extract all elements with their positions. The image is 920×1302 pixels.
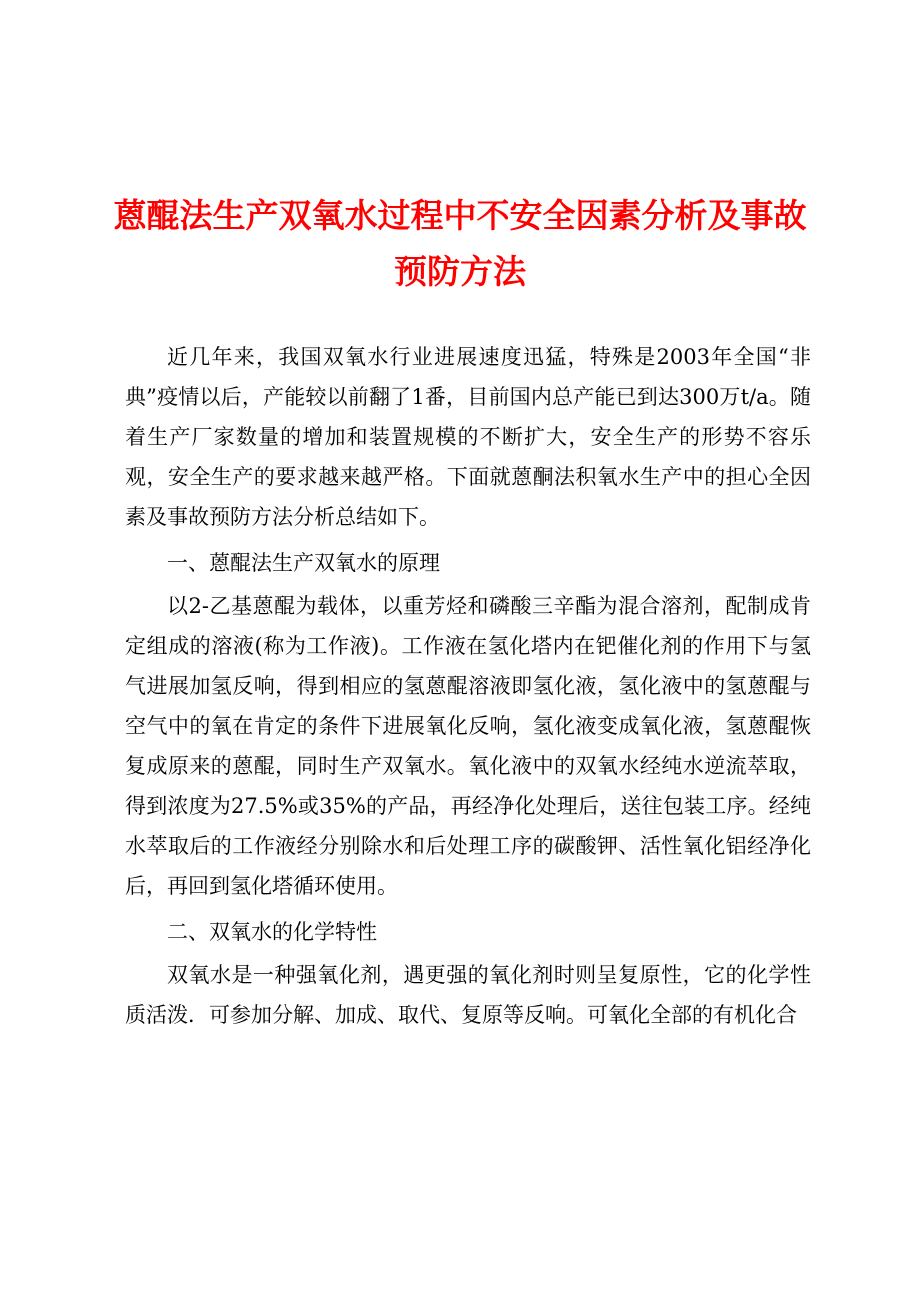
section-heading-principle: 一、蒽醌法生产双氧水的原理 xyxy=(167,551,440,575)
principle-paragraph: 以2-乙基蒽醌为载体，以重芳烃和磷酸三辛酯为混合溶剂，配制成肯定组成的溶液(称为工作液)。工作液在氢化塔内在钯催化剂的作用下与氢气进展加氢反响，得到相应的氢蒽醌溶液即氢化液，氢化液中的氢蒽醌与空气中的氧在肯定的条件下进展氧化反响，氢化液变成氧化液，氢蒽醌恢复成原来的蒽醌，同时生产双氧水。氧化液中的双氧水经纯水逆流萃取，得到浓度为27.5%或35%的产品，再经净化处理后，送往包装工序。经纯水萃取后的工作液经分别除水和后处理工序的碳酸钾、活性氧化铝经净化后，再回到氢化塔循环使用。 xyxy=(125,594,811,898)
document-body xyxy=(125,337,811,1038)
chemistry-paragraph: 双氧水是一种强氧化剂，遇更强的氧化剂时则呈复原性，它的化学性质活泼．可参加分解、加成、取代、复原等反响。可氧化全部的有机化合 xyxy=(125,963,811,1027)
document-title: 蒽醌法生产双氧水过程中不安全因素分析及事故预防方法 xyxy=(113,196,807,291)
section-heading-chemistry: 二、双氧水的化学特性 xyxy=(167,920,377,944)
intro-paragraph: 近几年来，我国双氧水行业进展速度迅猛，特殊是2003年全国“非典”疫情以后，产能较以前翻了1番，目前国内总产能已到达300万t/a。随着生产厂家数量的增加和装置规模的不断扩大，安全生产的形势不容乐观，安全生产的要求越来越严格。下面就蒽酮法积氧水生产中的担心全因素及事故预防方法分析总结如下。 xyxy=(125,345,811,529)
